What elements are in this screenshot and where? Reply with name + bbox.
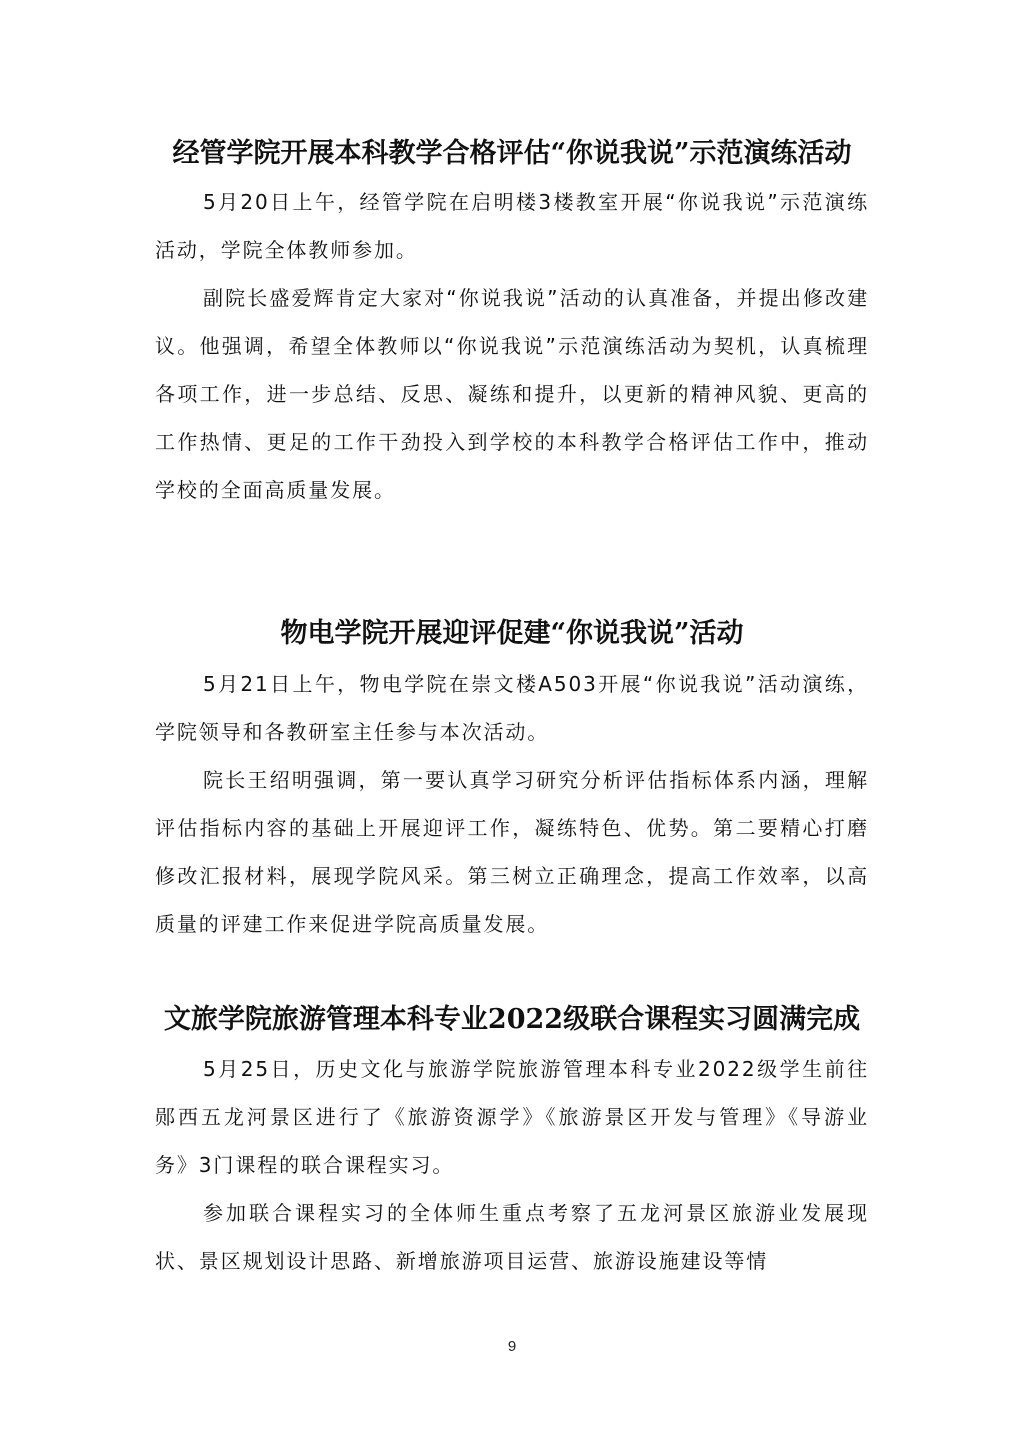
article-paragraph: 副院长盛爱辉肯定大家对“你说我说”活动的认真准备，并提出修改建议。他强调，希望全体教师以“你说我说”示范演练活动为契机，认真梳理各项工作，进一步总结、反思、凝练和提升，以更新的精神风貌、更高的工作热情、更足的工作干劲投入到学校的本科教学合格评估工作中，推动学校的全面高质量发展。 xyxy=(155,286,869,502)
article-paragraph: 院长王绍明强调，第一要认真学习研究分析评估指标体系内涵，理解评估指标内容的基础上开展迎评工作，凝练特色、优势。第二要精心打磨修改汇报材料，展现学院风采。第三树立正确理念，提高工作效率，以高质量的评建工作来促进学院高质量发展。 xyxy=(155,768,869,936)
article-title-jingguan: 经管学院开展本科教学合格评估“你说我说”示范演练活动 xyxy=(172,138,852,169)
article-paragraph: 5月25日，历史文化与旅游学院旅游管理本科专业2022级学生前往郧西五龙河景区进行了《旅游资源学》《旅游景区开发与管理》《导游业务》3门课程的联合课程实习。 xyxy=(155,1057,869,1177)
article-title-wenlv: 文旅学院旅游管理本科专业2022级联合课程实习圆满完成 xyxy=(163,1004,861,1035)
article-paragraph: 5月21日上午，物电学院在崇文楼A503开展“你说我说”活动演练，学院领导和各教研室主任参与本次活动。 xyxy=(155,672,869,744)
article-paragraph: 5月20日上午，经管学院在启明楼3楼教室开展“你说我说”示范演练活动，学院全体教师参加。 xyxy=(155,190,869,262)
article-paragraph: 参加联合课程实习的全体师生重点考察了五龙河景区旅游业发展现状、景区规划设计思路、新增旅游项目运营、旅游设施建设等情 xyxy=(155,1201,869,1273)
page-number: 9 xyxy=(507,1338,517,1355)
article-title-wudian: 物电学院开展迎评促建“你说我说”活动 xyxy=(280,618,744,649)
